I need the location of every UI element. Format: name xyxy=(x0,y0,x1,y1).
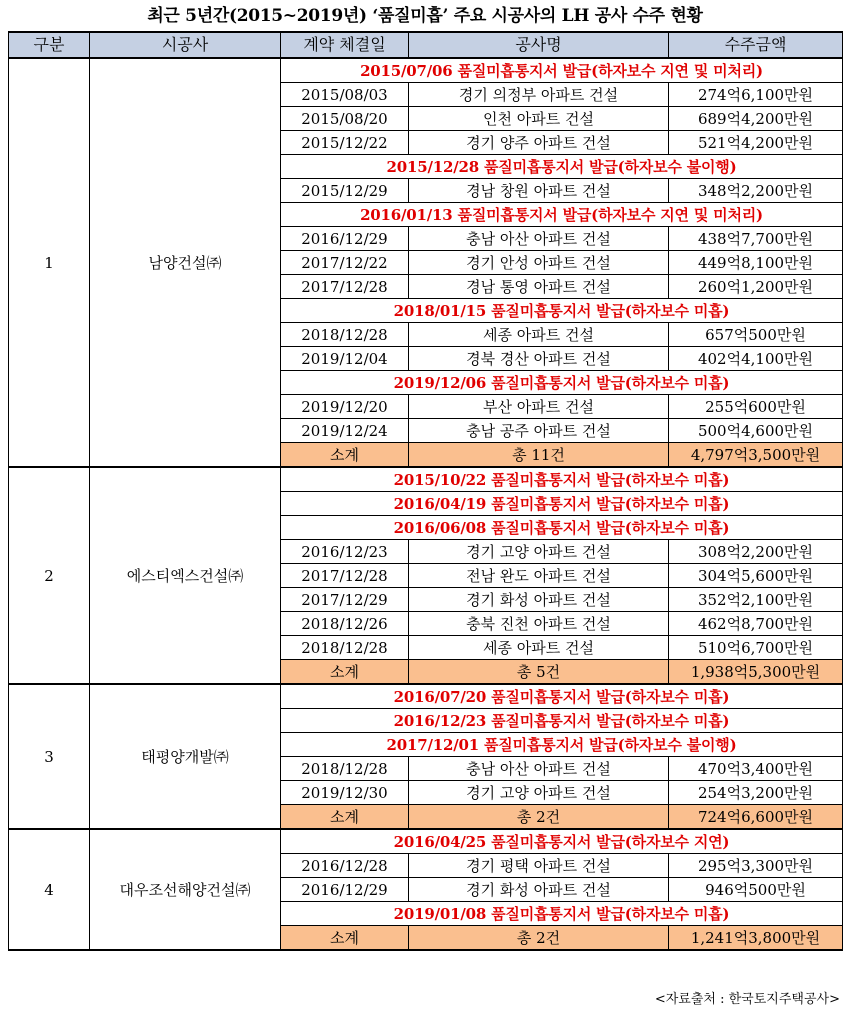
project-name: 세종 아파트 건설 xyxy=(409,323,669,347)
quality-notice: 2017/12/01 품질미흡통지서 발급(하자보수 불이행) xyxy=(281,733,843,757)
contract-amount: 402억4,100만원 xyxy=(669,347,843,371)
project-name: 경기 화성 아파트 건설 xyxy=(409,588,669,612)
contract-amount: 462억8,700만원 xyxy=(669,612,843,636)
header-date: 계약 체결일 xyxy=(281,32,409,58)
contract-amount: 255억600만원 xyxy=(669,395,843,419)
project-name: 전남 완도 아파트 건설 xyxy=(409,564,669,588)
contract-date: 2018/12/28 xyxy=(281,323,409,347)
contract-date: 2019/12/24 xyxy=(281,419,409,443)
contract-amount: 946억500만원 xyxy=(669,878,843,902)
contract-amount: 260억1,200만원 xyxy=(669,275,843,299)
header-amount: 수주금액 xyxy=(669,32,843,58)
contract-amount: 500억4,600만원 xyxy=(669,419,843,443)
project-name: 경남 통영 아파트 건설 xyxy=(409,275,669,299)
company-name: 남양건설㈜ xyxy=(90,58,281,467)
contract-amount: 304억5,600만원 xyxy=(669,564,843,588)
contract-date: 2015/08/03 xyxy=(281,83,409,107)
project-name: 경기 평택 아파트 건설 xyxy=(409,854,669,878)
contract-date: 2018/12/28 xyxy=(281,636,409,660)
subtotal-label: 소계 xyxy=(281,805,409,830)
project-name: 충남 아산 아파트 건설 xyxy=(409,227,669,251)
header-no: 구분 xyxy=(9,32,90,58)
contract-date: 2016/12/29 xyxy=(281,227,409,251)
notice-row xyxy=(9,467,843,492)
group-number: 2 xyxy=(9,467,90,684)
project-name: 부산 아파트 건설 xyxy=(409,395,669,419)
contract-amount: 510억6,700만원 xyxy=(669,636,843,660)
subtotal-amount: 4,797억3,500만원 xyxy=(669,443,843,468)
group-number: 4 xyxy=(9,829,90,950)
source-note: <자료출처 : 한국토지주택공사> xyxy=(654,992,840,1007)
project-name: 경기 고양 아파트 건설 xyxy=(409,781,669,805)
company-name: 에스티엑스건설㈜ xyxy=(90,467,281,684)
header-company: 시공사 xyxy=(90,32,281,58)
contract-amount: 254억3,200만원 xyxy=(669,781,843,805)
company-name: 대우조선해양건설㈜ xyxy=(90,829,281,950)
quality-notice: 2016/06/08 품질미흡통지서 발급(하자보수 미흡) xyxy=(281,516,843,540)
subtotal-count: 총 11건 xyxy=(409,443,669,468)
project-name: 경남 창원 아파트 건설 xyxy=(409,179,669,203)
quality-notice: 2016/04/19 품질미흡통지서 발급(하자보수 미흡) xyxy=(281,492,843,516)
contract-date: 2016/12/23 xyxy=(281,540,409,564)
quality-notice: 2016/01/13 품질미흡통지서 발급(하자보수 지연 및 미처리) xyxy=(281,203,843,227)
table-body xyxy=(9,58,843,950)
contract-amount: 521억4,200만원 xyxy=(669,131,843,155)
subtotal-label: 소계 xyxy=(281,926,409,951)
project-name: 충남 아산 아파트 건설 xyxy=(409,757,669,781)
contract-date: 2017/12/22 xyxy=(281,251,409,275)
contract-date: 2015/08/20 xyxy=(281,107,409,131)
subtotal-count: 총 5건 xyxy=(409,660,669,685)
quality-notice: 2019/01/08 품질미흡통지서 발급(하자보수 미흡) xyxy=(281,902,843,926)
quality-notice: 2016/07/20 품질미흡통지서 발급(하자보수 미흡) xyxy=(281,684,843,709)
contract-date: 2018/12/28 xyxy=(281,757,409,781)
contract-amount: 438억7,700만원 xyxy=(669,227,843,251)
group-number: 1 xyxy=(9,58,90,467)
project-name: 인천 아파트 건설 xyxy=(409,107,669,131)
contract-date: 2015/12/22 xyxy=(281,131,409,155)
notice-row xyxy=(9,684,843,709)
contracts-table xyxy=(8,31,843,951)
contract-date: 2019/12/04 xyxy=(281,347,409,371)
quality-notice: 2019/12/06 품질미흡통지서 발급(하자보수 미흡) xyxy=(281,371,843,395)
quality-notice: 2018/01/15 품질미흡통지서 발급(하자보수 미흡) xyxy=(281,299,843,323)
contract-amount: 308억2,200만원 xyxy=(669,540,843,564)
project-name: 충남 공주 아파트 건설 xyxy=(409,419,669,443)
subtotal-count: 총 2건 xyxy=(409,926,669,951)
project-name: 경북 경산 아파트 건설 xyxy=(409,347,669,371)
group-number: 3 xyxy=(9,684,90,829)
contract-date: 2019/12/30 xyxy=(281,781,409,805)
contract-amount: 352억2,100만원 xyxy=(669,588,843,612)
contract-amount: 348억2,200만원 xyxy=(669,179,843,203)
contract-amount: 657억500만원 xyxy=(669,323,843,347)
project-name: 경기 고양 아파트 건설 xyxy=(409,540,669,564)
contract-date: 2018/12/26 xyxy=(281,612,409,636)
company-name: 태평양개발㈜ xyxy=(90,684,281,829)
contract-date: 2016/12/29 xyxy=(281,878,409,902)
subtotal-label: 소계 xyxy=(281,443,409,468)
contract-amount: 449억8,100만원 xyxy=(669,251,843,275)
contract-amount: 689억4,200만원 xyxy=(669,107,843,131)
contract-date: 2017/12/28 xyxy=(281,564,409,588)
quality-notice: 2016/04/25 품질미흡통지서 발급(하자보수 지연) xyxy=(281,829,843,854)
subtotal-label: 소계 xyxy=(281,660,409,685)
project-name: 경기 의정부 아파트 건설 xyxy=(409,83,669,107)
project-name: 경기 안성 아파트 건설 xyxy=(409,251,669,275)
quality-notice: 2015/10/22 품질미흡통지서 발급(하자보수 미흡) xyxy=(281,467,843,492)
project-name: 경기 화성 아파트 건설 xyxy=(409,878,669,902)
contract-date: 2017/12/29 xyxy=(281,588,409,612)
notice-row xyxy=(9,58,843,83)
contract-date: 2019/12/20 xyxy=(281,395,409,419)
notice-row xyxy=(9,829,843,854)
subtotal-amount: 1,241억3,800만원 xyxy=(669,926,843,951)
contract-date: 2017/12/28 xyxy=(281,275,409,299)
contract-amount: 470억3,400만원 xyxy=(669,757,843,781)
contract-date: 2015/12/29 xyxy=(281,179,409,203)
project-name: 충북 진천 아파트 건설 xyxy=(409,612,669,636)
quality-notice: 2015/12/28 품질미흡통지서 발급(하자보수 불이행) xyxy=(281,155,843,179)
subtotal-amount: 1,938억5,300만원 xyxy=(669,660,843,685)
project-name: 경기 양주 아파트 건설 xyxy=(409,131,669,155)
header-row xyxy=(9,32,843,58)
contract-amount: 295억3,300만원 xyxy=(669,854,843,878)
quality-notice: 2016/12/23 품질미흡통지서 발급(하자보수 미흡) xyxy=(281,709,843,733)
contract-amount: 274억6,100만원 xyxy=(669,83,843,107)
page-title: 최근 5년간(2015~2019년) ‘품질미흡’ 주요 시공사의 LH 공사 수주 현황 xyxy=(147,6,703,26)
contract-date: 2016/12/28 xyxy=(281,854,409,878)
subtotal-amount: 724억6,600만원 xyxy=(669,805,843,830)
subtotal-count: 총 2건 xyxy=(409,805,669,830)
header-project: 공사명 xyxy=(409,32,669,58)
quality-notice: 2015/07/06 품질미흡통지서 발급(하자보수 지연 및 미처리) xyxy=(281,58,843,83)
project-name: 세종 아파트 건설 xyxy=(409,636,669,660)
